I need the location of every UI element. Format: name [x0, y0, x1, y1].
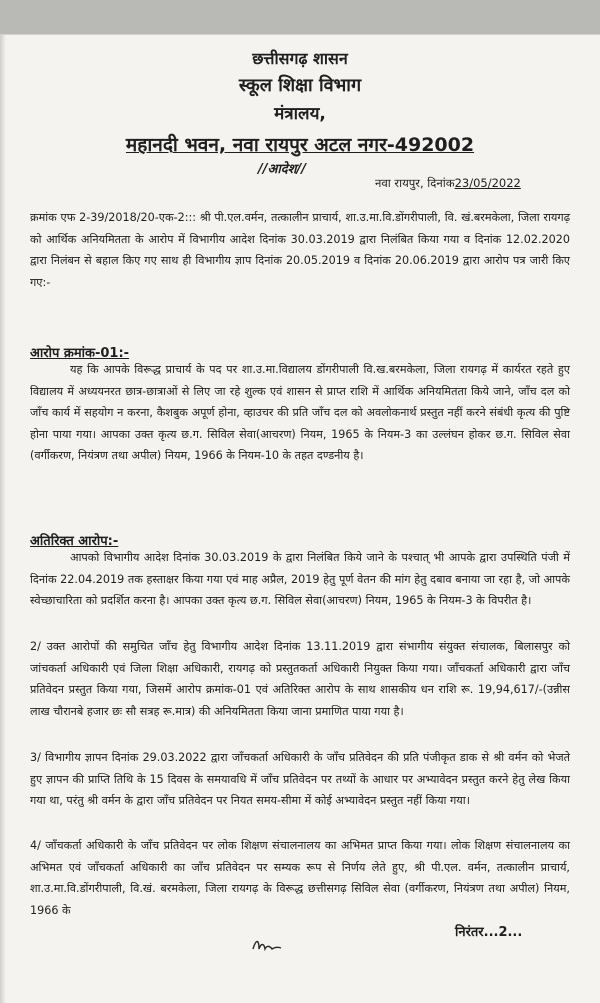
- order-title: //आदेश//: [258, 162, 307, 177]
- header-address: महानदी भवन, नवा रायपुर अटल नगर-492002: [125, 134, 475, 156]
- date-label: नवा रायपुर, दिनांक: [375, 176, 455, 190]
- order-date: [375, 176, 521, 191]
- charge-1-text: यह कि आपके विरूद्ध प्राचार्य के पद पर शा.उ.मा.विद्यालय डोंगरीपाली वि.ख.बरमकेला, जिला रायगढ़ में कार्यरत रहते हुए विद्यालय में अध्ययनरत छात्र-छात्राओं से लिए जा रहे शुल्क एवं शासन से प्राप्त राशि में आर्थिक अनियमितता किये जाने, जाँच दल को जाँच कार्य में सहयोग न करना, कैशबुक अपूर्ण होना, व्हाउचर की प्रति जाँच दल को अवलोकनार्थ प्रस्तुत नहीं करने संबंधी कृत्य की पुष्टि होना पाया गया। आपका उक्त कृत्य छ.ग. सिविल सेवा(आचरण) नियम, 1965 के नियम-3 का उल्लंघन होकर छ.ग. सिविल सेवा (वर्गीकरण, नियंत्रण तथा अपील) नियम, 1966 के नियम-10 के तहत दण्डनीय है।: [30, 363, 570, 463]
- reference-paragraph: क्रमांक एफ 2-39/2018/20-एक-2::: श्री पी.एल.वर्मन, तत्कालीन प्राचार्य, शा.उ.मा.वि.डोंगरीपाली, वि. खं.बरमकेला, जिला रायगढ़ को आर्थिक अनियमितता के आरोप में विभागीय आदेश दिनांक 30.03.2019 द्वारा निलंबित किया गया व दिनांक 12.02.2020 द्वारा निलंबन से बहाल किए गए साथ ही विभागीय ज्ञाप दिनांक 20.05.2019 व दिनांक 20.06.2019 द्वारा आरोप पत्र जारी किए गए:-: [30, 211, 570, 289]
- header-ministry: मंत्रालय,: [274, 104, 326, 124]
- charge-1-heading: आरोप क्रमांक-01:-: [30, 346, 130, 361]
- document-page: [0, 34, 600, 1003]
- header-government: छत्तीसगढ़ शासन: [252, 49, 348, 68]
- paragraph-3: 3/ विभागीय ज्ञापन दिनांक 29.03.2022 द्वारा जाँचकर्ता अधिकारी के जाँच प्रतिवेदन की प्रति पंजीकृत डाक से श्री वर्मन को भेजते हुए ज्ञापन की प्राप्ति तिथि के 15 दिवस के समयावधि में जाँच प्रतिवेदन पर तथ्यों के आधार पर अभ्यावेदन प्रस्तुत करने हेतु लेख किया गया था, परंतु श्री वर्मन के द्वारा जाँच प्रतिवेदन पर नियत समय-सीमा में कोई अभ्यावेदन प्रस्तुत नहीं किया गया।: [30, 751, 570, 808]
- header-department: स्कूल शिक्षा विभाग: [238, 75, 362, 96]
- date-value: 23/05/2022: [454, 176, 521, 190]
- additional-charge-text: आपको विभागीय आदेश दिनांक 30.03.2019 के द्वारा निलंबित किये जाने के पश्चात् भी आपके द्वारा उपस्थिति पंजी में दिनांक 22.04.2019 तक हस्ताक्षर किया गया एवं माह अप्रैल, 2019 हेतु पूर्ण वेतन की मांग हेतु दबाव बनाया जा रहा है, जो आपके स्वेच्छाचारिता को प्रदर्शित करना है। आपका उक्त कृत्य छ.ग. सिविल सेवा(आचरण) नियम, 1965 के नियम-3 के विपरीत है।: [30, 551, 570, 608]
- continued-marker: निरंतर...2...: [455, 925, 523, 940]
- paragraph-4: 4/ जाँचकर्ता अधिकारी के जाँच प्रतिवेदन पर लोक शिक्षण संचालनालय का अभिमत प्राप्त किया गया। लोक शिक्षण संचालनालय का अभिमत एवं जाँचकर्ता अधिकारी का जाँच प्रतिवेदन पर सम्यक रूप से निर्णय लेते हुए, श्री पी.एल. वर्मन, तत्कालीन प्राचार्य, शा.उ.मा.वि.डोंगरीपाली, वि.खं. बरमकेला, जिला रायगढ़ के विरूद्ध छत्तीसगढ़ सिविल सेवा (वर्गीकरण, नियंत्रण तथा अपील) नियम, 1966 के: [30, 839, 570, 917]
- paragraph-2: 2/ उक्त आरोपों की समुचित जाँच हेतु विभागीय आदेश दिनांक 13.11.2019 द्वारा संभागीय संयुक्त संचालक, बिलासपुर को जांचकर्ता अधिकारी एवं जिला शिक्षा अधिकारी, रायगढ़ को प्रस्तुतकर्ता अधिकारी नियुक्त किया गया। जाँचकर्ता अधिकारी द्वारा जाँच प्रतिवेदन प्रस्तुत किया गया, जिसमें आरोप क्रमांक-01 एवं अतिरिक्त आरोप के साथ शासकीय धन राशि रू. 19,94,617/-(उन्नीस लाख चौरानबे हजार छः सौ सत्रह रू.मात्र) की अनियमितता किया जाना प्रमाणित पाया गया है।: [30, 640, 570, 718]
- signature-mark: [250, 935, 284, 957]
- additional-charge-heading: अतिरिक्त आरोप:-: [30, 534, 119, 549]
